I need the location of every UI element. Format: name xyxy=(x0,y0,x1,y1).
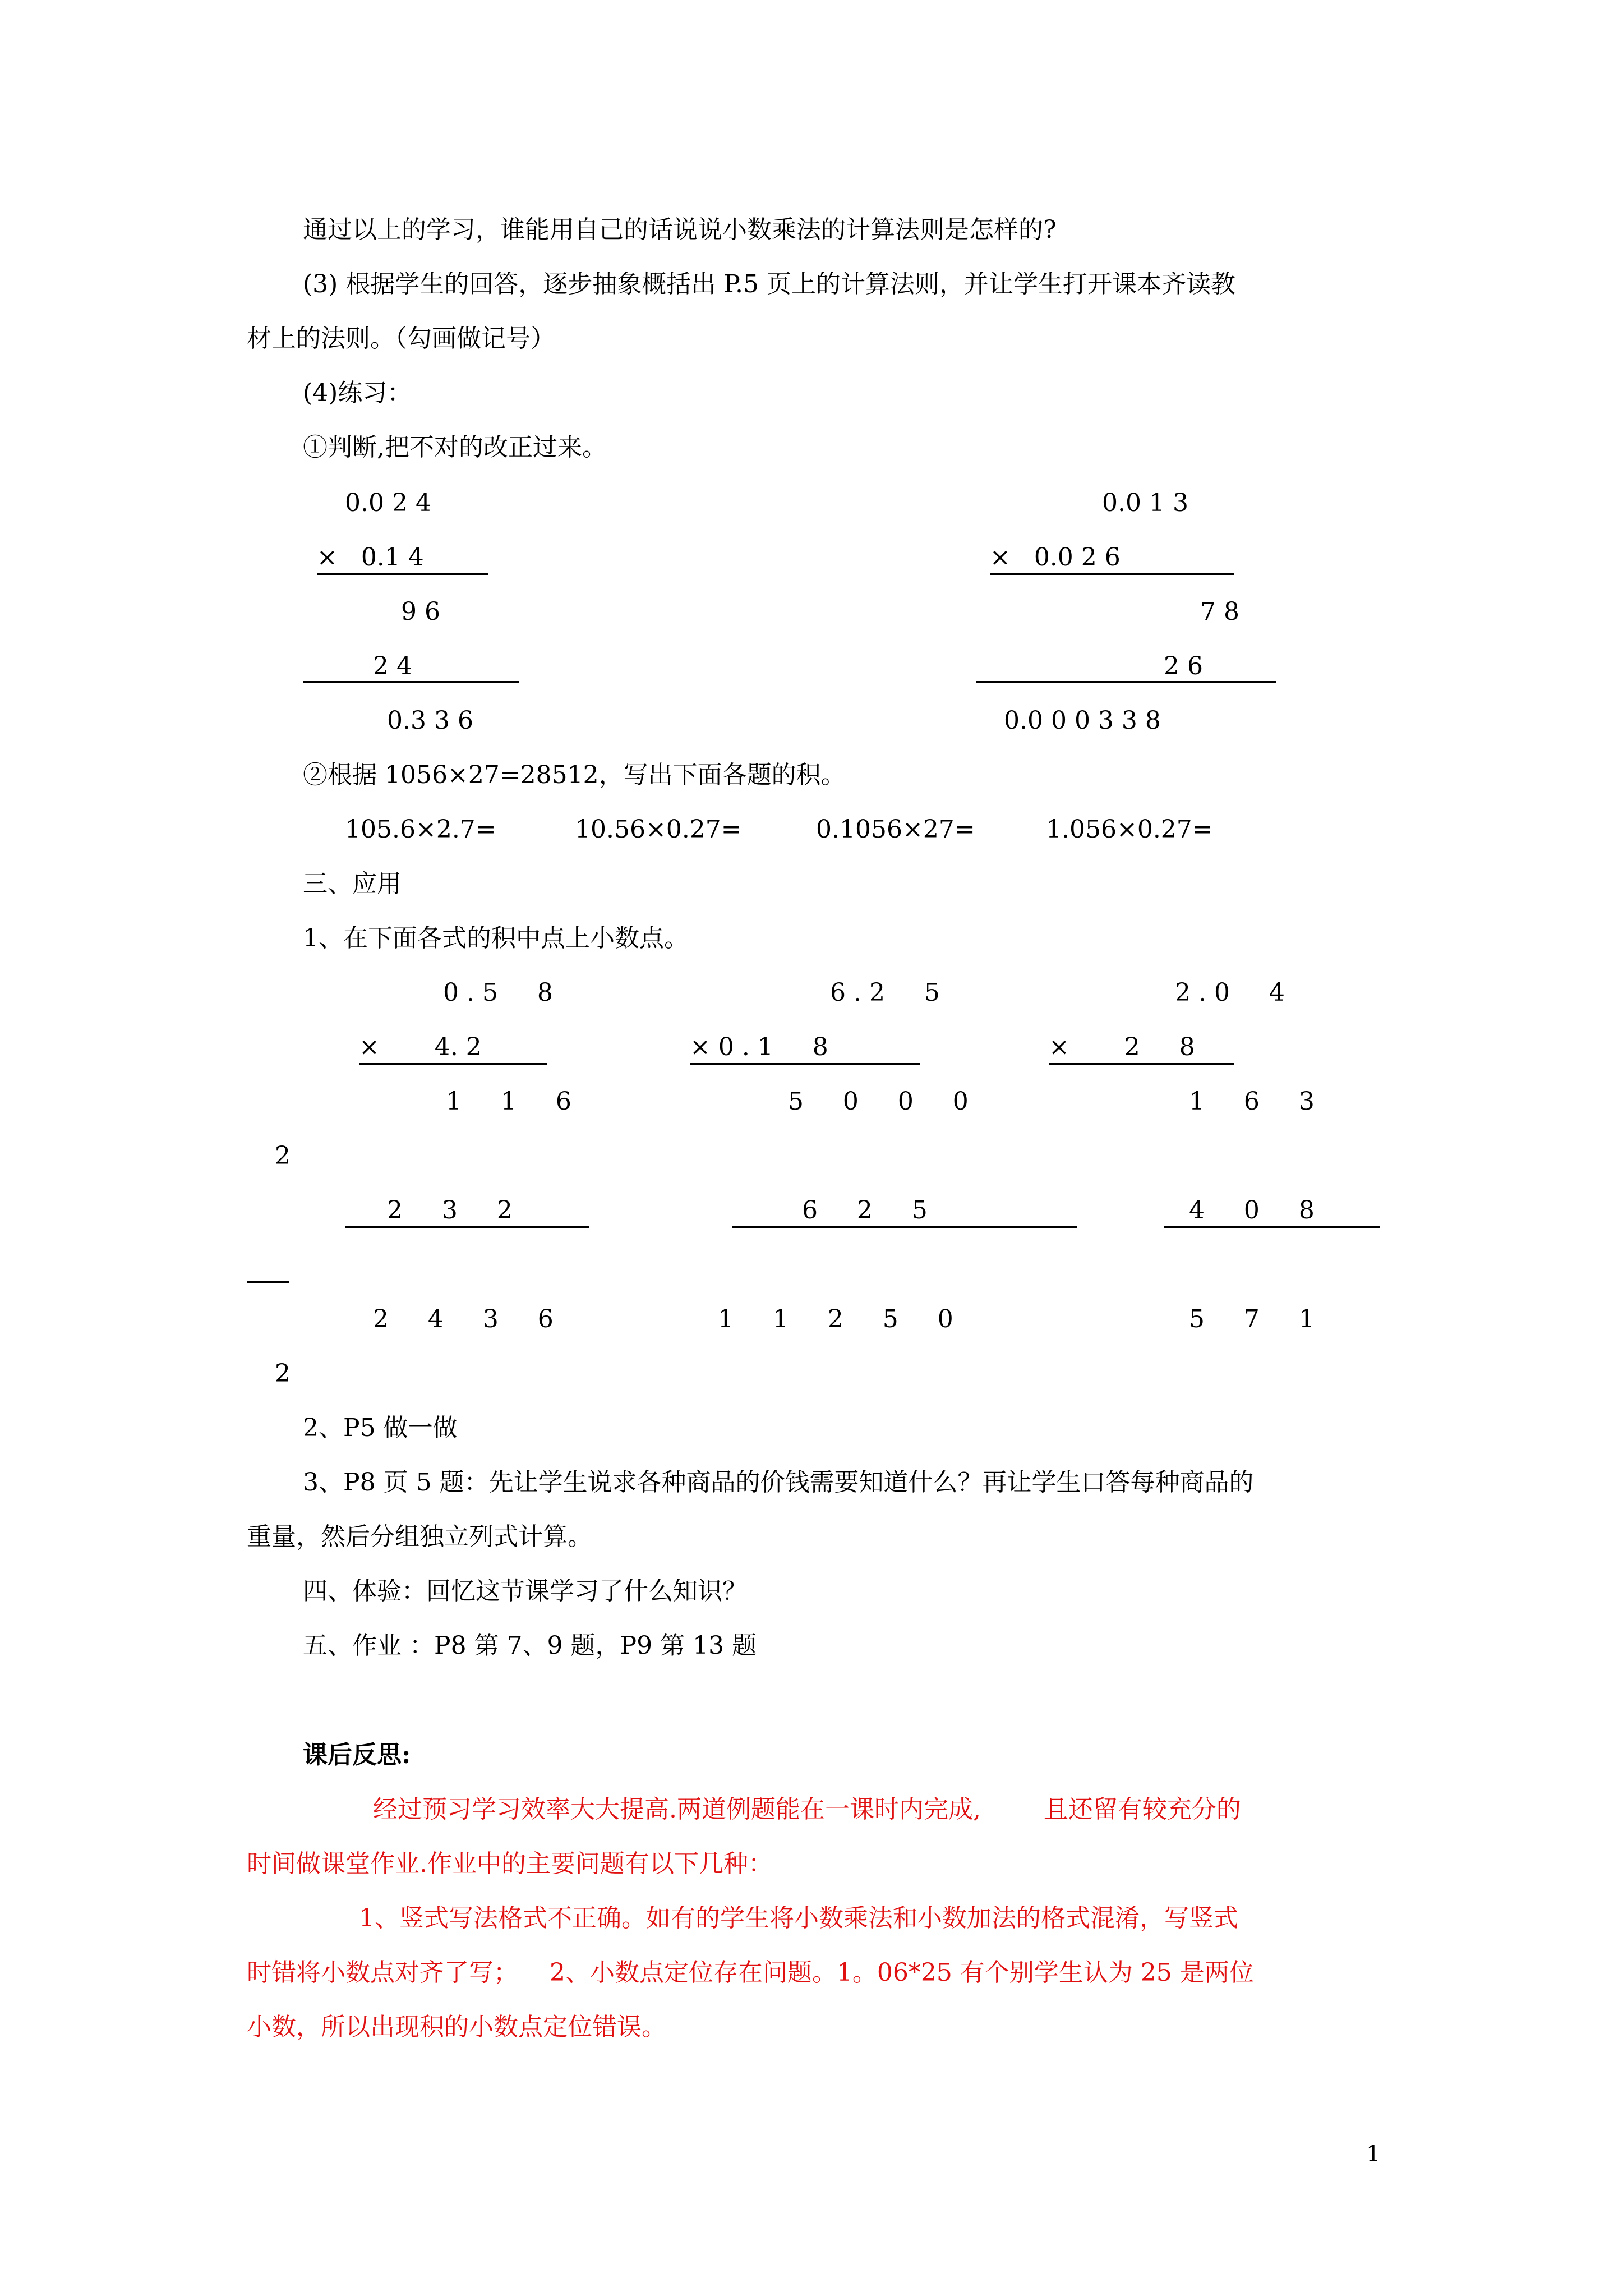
calc-line xyxy=(317,573,488,575)
paragraph: 3、P8 页 5 题：先让学生说求各种商品的价钱需要知道什么？再让学生口答每种商品的 xyxy=(303,1468,1254,1497)
paragraph: 1、在下面各式的积中点上小数点。 xyxy=(303,924,689,953)
calc-line xyxy=(976,681,1276,683)
paragraph: 重量，然后分组独立列式计算。 xyxy=(247,1522,592,1551)
calc-line xyxy=(990,573,1234,575)
paragraph: ①判断,把不对的改正过来。 xyxy=(303,433,607,462)
calc-top: 0.0 2 4 xyxy=(345,489,431,517)
calc-partial: 7 8 xyxy=(1200,597,1239,626)
calc-result: 2 4 3 6 xyxy=(373,1305,554,1333)
calc-multiplier: × 2 8 xyxy=(1049,1033,1195,1061)
reflection-text: 时错将小数点对齐了写； 2、小数点定位存在问题。1。06*25 有个别学生认为 25 是两位 xyxy=(247,1958,1254,1987)
calc-partial: 1 6 3 xyxy=(1189,1087,1315,1116)
paragraph: 通过以上的学习，谁能用自己的话说说小数乘法的计算法则是怎样的? xyxy=(303,215,1057,244)
calc-partial: 4 0 8 xyxy=(1189,1196,1315,1225)
wrapped-digit: 2 xyxy=(275,1359,291,1388)
reflection-text: 经过预习学习效率大大提高.两道例题能在一课时内完成, 且还留有较充分的 xyxy=(373,1795,1241,1824)
calc-top: 2 . 0 4 xyxy=(1175,978,1285,1007)
calc-result: 1 1 2 5 0 xyxy=(718,1305,953,1333)
question: 1.056×0.27= xyxy=(1046,815,1213,844)
calc-line xyxy=(247,1281,289,1283)
calc-partial: 2 3 2 xyxy=(387,1196,513,1225)
calc-line xyxy=(1049,1063,1234,1065)
calc-result: 0.0 0 0 3 3 8 xyxy=(1004,706,1161,735)
section-heading: 五、作业 ：P8 第 7、9 题，P9 第 13 题 xyxy=(303,1631,757,1660)
calc-line xyxy=(732,1226,1077,1228)
calc-partial: 6 2 5 xyxy=(802,1196,928,1225)
calc-multiplier: × 0.0 2 6 xyxy=(990,543,1121,572)
reflection-text: 小数，所以出现积的小数点定位错误。 xyxy=(247,2013,666,2041)
calc-line xyxy=(345,1226,589,1228)
section-heading: 四、体验：回忆这节课学习了什么知识？ xyxy=(303,1577,747,1605)
calc-top: 0 . 5 8 xyxy=(443,978,553,1007)
question: 0.1056×27= xyxy=(816,815,975,844)
calc-line xyxy=(1164,1226,1380,1228)
calc-multiplier: × 4. 2 xyxy=(359,1033,482,1061)
calc-multiplier: × 0.1 4 xyxy=(317,543,424,572)
calc-result: 5 7 1 xyxy=(1189,1305,1315,1333)
calc-line xyxy=(690,1063,920,1065)
reflection-text: 时间做课堂作业.作业中的主要问题有以下几种： xyxy=(247,1849,773,1878)
calc-partial: 1 1 6 xyxy=(446,1087,571,1116)
question: 10.56×0.27= xyxy=(575,815,742,844)
calc-top: 6 . 2 5 xyxy=(830,978,940,1007)
calc-partial: 2 4 xyxy=(373,652,412,680)
calc-partial: 9 6 xyxy=(401,597,440,626)
calc-result: 0.3 3 6 xyxy=(387,706,473,735)
calc-line xyxy=(303,681,519,683)
wrapped-digit: 2 xyxy=(275,1142,291,1170)
paragraph: (3) 根据学生的回答，逐步抽象概括出 P.5 页上的计算法则，并让学生打开课本齐读教 xyxy=(303,270,1235,298)
calc-partial: 2 6 xyxy=(1164,652,1203,680)
calc-partial: 5 0 0 0 xyxy=(788,1087,969,1116)
calc-line xyxy=(359,1063,547,1065)
section-heading: 三、应用 xyxy=(303,869,402,898)
paragraph: 2、P5 做一做 xyxy=(303,1414,458,1442)
question: 105.6×2.7= xyxy=(345,815,496,844)
paragraph: ②根据 1056×27=28512，写出下面各题的积。 xyxy=(303,761,846,789)
paragraph: 材上的法则。（勾画做记号） xyxy=(247,324,555,353)
page-number: 1 xyxy=(1366,2141,1381,2167)
reflection-title: 课后反思: xyxy=(303,1741,411,1769)
reflection-text: 1、竖式写法格式不正确。如有的学生将小数乘法和小数加法的格式混淆，写竖式 xyxy=(359,1904,1238,1932)
calc-top: 0.0 1 3 xyxy=(1102,489,1188,517)
calc-multiplier: × 0 . 1 8 xyxy=(690,1033,828,1061)
paragraph: (4)练习： xyxy=(303,379,412,407)
